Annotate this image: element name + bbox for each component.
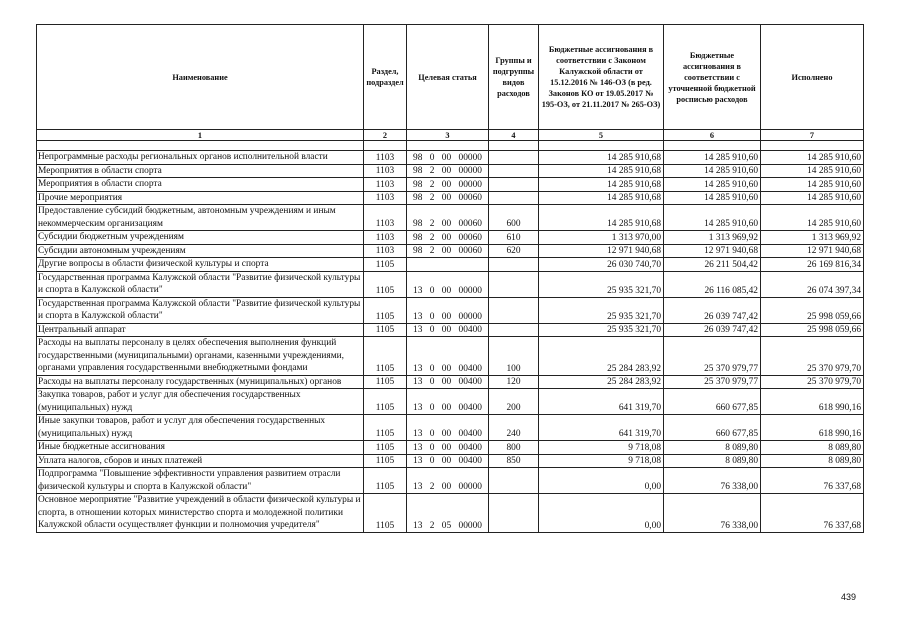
row-section: 1105 xyxy=(364,468,407,494)
row-article: 98 2 00 00060 xyxy=(407,231,489,245)
column-number: 1 xyxy=(37,130,364,141)
table-row xyxy=(37,178,864,192)
row-article: 13 0 00 00400 xyxy=(407,415,489,441)
column-number: 3 xyxy=(407,130,489,141)
table-row xyxy=(37,441,864,455)
row-executed: 25 370 979,70 xyxy=(761,337,864,376)
budget-table xyxy=(36,24,864,533)
row-section: 1103 xyxy=(364,164,407,178)
column-number: 2 xyxy=(364,130,407,141)
table-row xyxy=(37,323,864,337)
row-section: 1105 xyxy=(364,271,407,297)
row-budget-refined: 25 370 979,77 xyxy=(664,337,761,376)
table-row xyxy=(37,164,864,178)
row-name: Центральный аппарат xyxy=(37,323,364,337)
row-group xyxy=(489,258,539,272)
row-article: 98 2 00 00000 xyxy=(407,178,489,192)
row-section: 1105 xyxy=(364,441,407,455)
row-article: 98 2 00 00060 xyxy=(407,244,489,258)
row-name: Непрограммные расходы региональных органов исполнительной власти xyxy=(37,151,364,165)
row-executed: 76 337,68 xyxy=(761,494,864,533)
table-header xyxy=(37,25,864,141)
row-executed: 14 285 910,60 xyxy=(761,178,864,192)
row-section: 1105 xyxy=(364,297,407,323)
table-row xyxy=(37,454,864,468)
row-group: 240 xyxy=(489,415,539,441)
row-budget-refined: 1 313 969,92 xyxy=(664,231,761,245)
row-budget-law: 1 313 970,00 xyxy=(539,231,664,245)
row-article: 13 2 05 00000 xyxy=(407,494,489,533)
row-name: Уплата налогов, сборов и иных платежей xyxy=(37,454,364,468)
row-group: 200 xyxy=(489,389,539,415)
table-row xyxy=(37,375,864,389)
row-budget-refined: 25 370 979,77 xyxy=(664,375,761,389)
row-name: Закупка товаров, работ и услуг для обеспечения государственных (муниципальных) нужд xyxy=(37,389,364,415)
header-group: Группы и подгруппы видов расходов xyxy=(489,25,539,130)
row-budget-law: 9 718,08 xyxy=(539,441,664,455)
row-group xyxy=(489,297,539,323)
row-section: 1103 xyxy=(364,244,407,258)
row-executed: 26 169 816,34 xyxy=(761,258,864,272)
table-row xyxy=(37,389,864,415)
row-name: Субсидии автономным учреждениям xyxy=(37,244,364,258)
table-row xyxy=(37,244,864,258)
row-name: Иные закупки товаров, работ и услуг для обеспечения государственных (муниципальных) нужд xyxy=(37,415,364,441)
row-executed: 8 089,80 xyxy=(761,441,864,455)
row-name: Подпрограмма "Повышение эффективности управления развитием отрасли физической культуры и спорта в Калужской области" xyxy=(37,468,364,494)
row-name: Государственная программа Калужской области "Развитие физической культуры и спорта в Калужской области" xyxy=(37,271,364,297)
row-budget-refined: 76 338,00 xyxy=(664,468,761,494)
row-name: Мероприятия в области спорта xyxy=(37,178,364,192)
row-section: 1105 xyxy=(364,454,407,468)
row-budget-law: 0,00 xyxy=(539,494,664,533)
row-section: 1105 xyxy=(364,375,407,389)
row-budget-law: 25 284 283,92 xyxy=(539,375,664,389)
row-executed: 14 285 910,60 xyxy=(761,205,864,231)
row-budget-law: 0,00 xyxy=(539,468,664,494)
row-section: 1103 xyxy=(364,231,407,245)
row-group: 100 xyxy=(489,337,539,376)
row-section: 1105 xyxy=(364,389,407,415)
row-group xyxy=(489,494,539,533)
row-budget-refined: 26 116 085,42 xyxy=(664,271,761,297)
header-section: Раздел, подраздел xyxy=(364,25,407,130)
row-article: 13 0 00 00400 xyxy=(407,337,489,376)
page-number: 439 xyxy=(841,592,857,602)
row-name: Основное мероприятие "Развитие учреждений в области физической культуры и спорта, в отношении которых министерство спорта и молодежной политики Калужской области осуществляет функции и полномочия учредителя" xyxy=(37,494,364,533)
row-article: 13 0 00 00400 xyxy=(407,375,489,389)
column-number: 4 xyxy=(489,130,539,141)
row-budget-refined: 14 285 910,60 xyxy=(664,151,761,165)
row-article: 13 0 00 00400 xyxy=(407,441,489,455)
row-section: 1105 xyxy=(364,258,407,272)
row-budget-law: 12 971 940,68 xyxy=(539,244,664,258)
table-row xyxy=(37,231,864,245)
row-article: 13 0 00 00400 xyxy=(407,454,489,468)
row-group xyxy=(489,191,539,205)
header-article: Целевая статья xyxy=(407,25,489,130)
row-article: 98 2 00 00060 xyxy=(407,205,489,231)
row-budget-refined: 14 285 910,60 xyxy=(664,178,761,192)
row-budget-law: 25 935 321,70 xyxy=(539,271,664,297)
row-article: 13 0 00 00000 xyxy=(407,271,489,297)
table-row xyxy=(37,191,864,205)
header-budget-law: Бюджетные ассигнования в соответствии с Законом Калужской области от 15.12.2016 № 146-ОЗ (в ред. Законов КО от 19.05.2017 № 195-ОЗ, от 21.11.2017 № 265-ОЗ) xyxy=(539,25,664,130)
row-budget-law: 14 285 910,68 xyxy=(539,178,664,192)
row-name: Другие вопросы в области физической культуры и спорта xyxy=(37,258,364,272)
table-row xyxy=(37,297,864,323)
row-group: 620 xyxy=(489,244,539,258)
header-name: Наименование xyxy=(37,25,364,130)
row-article: 98 2 00 00060 xyxy=(407,191,489,205)
row-section: 1105 xyxy=(364,494,407,533)
row-budget-law: 26 030 740,70 xyxy=(539,258,664,272)
row-article xyxy=(407,258,489,272)
row-group xyxy=(489,178,539,192)
row-budget-law: 9 718,08 xyxy=(539,454,664,468)
table-row xyxy=(37,494,864,533)
table-row xyxy=(37,258,864,272)
table-row xyxy=(37,151,864,165)
column-number: 5 xyxy=(539,130,664,141)
header-budget-refined: Бюджетные ассигнования в соответствии с уточненной бюджетной росписью расходов xyxy=(664,25,761,130)
row-executed: 14 285 910,60 xyxy=(761,164,864,178)
row-name: Иные бюджетные ассигнования xyxy=(37,441,364,455)
row-section: 1103 xyxy=(364,191,407,205)
column-number-row xyxy=(37,130,864,141)
spacer-row xyxy=(37,141,864,151)
row-article: 98 2 00 00000 xyxy=(407,164,489,178)
row-name: Государственная программа Калужской области "Развитие физической культуры и спорта в Калужской области" xyxy=(37,297,364,323)
row-group xyxy=(489,323,539,337)
row-executed: 8 089,80 xyxy=(761,454,864,468)
row-article: 98 0 00 00000 xyxy=(407,151,489,165)
row-budget-refined: 660 677,85 xyxy=(664,415,761,441)
row-section: 1105 xyxy=(364,337,407,376)
row-budget-law: 14 285 910,68 xyxy=(539,151,664,165)
table-row xyxy=(37,205,864,231)
header-executed: Исполнено xyxy=(761,25,864,130)
row-budget-law: 25 935 321,70 xyxy=(539,297,664,323)
row-executed: 14 285 910,60 xyxy=(761,151,864,165)
table-row xyxy=(37,468,864,494)
row-section: 1105 xyxy=(364,415,407,441)
row-name: Прочие мероприятия xyxy=(37,191,364,205)
row-name: Субсидии бюджетным учреждениям xyxy=(37,231,364,245)
row-executed: 618 990,16 xyxy=(761,389,864,415)
row-budget-refined: 8 089,80 xyxy=(664,454,761,468)
row-group: 600 xyxy=(489,205,539,231)
row-executed: 12 971 940,68 xyxy=(761,244,864,258)
row-budget-refined: 660 677,85 xyxy=(664,389,761,415)
row-group xyxy=(489,468,539,494)
row-name: Расходы на выплаты персоналу государственных (муниципальных) органов xyxy=(37,375,364,389)
row-group: 850 xyxy=(489,454,539,468)
row-budget-law: 25 935 321,70 xyxy=(539,323,664,337)
row-budget-refined: 12 971 940,68 xyxy=(664,244,761,258)
row-budget-refined: 26 039 747,42 xyxy=(664,323,761,337)
row-group xyxy=(489,271,539,297)
row-executed: 26 074 397,34 xyxy=(761,271,864,297)
row-budget-refined: 76 338,00 xyxy=(664,494,761,533)
row-budget-law: 641 319,70 xyxy=(539,389,664,415)
row-budget-law: 25 284 283,92 xyxy=(539,337,664,376)
row-group xyxy=(489,151,539,165)
column-number: 6 xyxy=(664,130,761,141)
row-section: 1105 xyxy=(364,323,407,337)
row-budget-refined: 14 285 910,60 xyxy=(664,191,761,205)
row-article: 13 0 00 00400 xyxy=(407,323,489,337)
table-row xyxy=(37,415,864,441)
row-executed: 1 313 969,92 xyxy=(761,231,864,245)
row-executed: 25 998 059,66 xyxy=(761,323,864,337)
table-row xyxy=(37,271,864,297)
row-name: Расходы на выплаты персоналу в целях обеспечения выполнения функций государственными (муниципальными) органами, казенными учреждениями, органами управления государственными внебюджетными фондами xyxy=(37,337,364,376)
row-section: 1103 xyxy=(364,178,407,192)
row-section: 1103 xyxy=(364,151,407,165)
row-budget-law: 14 285 910,68 xyxy=(539,205,664,231)
row-executed: 25 998 059,66 xyxy=(761,297,864,323)
row-budget-law: 14 285 910,68 xyxy=(539,191,664,205)
row-name: Предоставление субсидий бюджетным, автономным учреждениям и иным некоммерческим организациям xyxy=(37,205,364,231)
row-budget-law: 14 285 910,68 xyxy=(539,164,664,178)
row-budget-refined: 26 039 747,42 xyxy=(664,297,761,323)
row-budget-refined: 14 285 910,60 xyxy=(664,164,761,178)
row-budget-law: 641 319,70 xyxy=(539,415,664,441)
row-executed: 25 370 979,70 xyxy=(761,375,864,389)
row-executed: 618 990,16 xyxy=(761,415,864,441)
row-section: 1103 xyxy=(364,205,407,231)
row-group: 120 xyxy=(489,375,539,389)
row-article: 13 0 00 00400 xyxy=(407,389,489,415)
row-budget-refined: 8 089,80 xyxy=(664,441,761,455)
row-executed: 14 285 910,60 xyxy=(761,191,864,205)
row-name: Мероприятия в области спорта xyxy=(37,164,364,178)
row-article: 13 0 00 00000 xyxy=(407,297,489,323)
row-group xyxy=(489,164,539,178)
row-group: 800 xyxy=(489,441,539,455)
column-number: 7 xyxy=(761,130,864,141)
row-budget-refined: 26 211 504,42 xyxy=(664,258,761,272)
table-body xyxy=(37,151,864,533)
row-executed: 76 337,68 xyxy=(761,468,864,494)
row-budget-refined: 14 285 910,60 xyxy=(664,205,761,231)
table-row xyxy=(37,337,864,376)
row-group: 610 xyxy=(489,231,539,245)
row-article: 13 2 00 00000 xyxy=(407,468,489,494)
